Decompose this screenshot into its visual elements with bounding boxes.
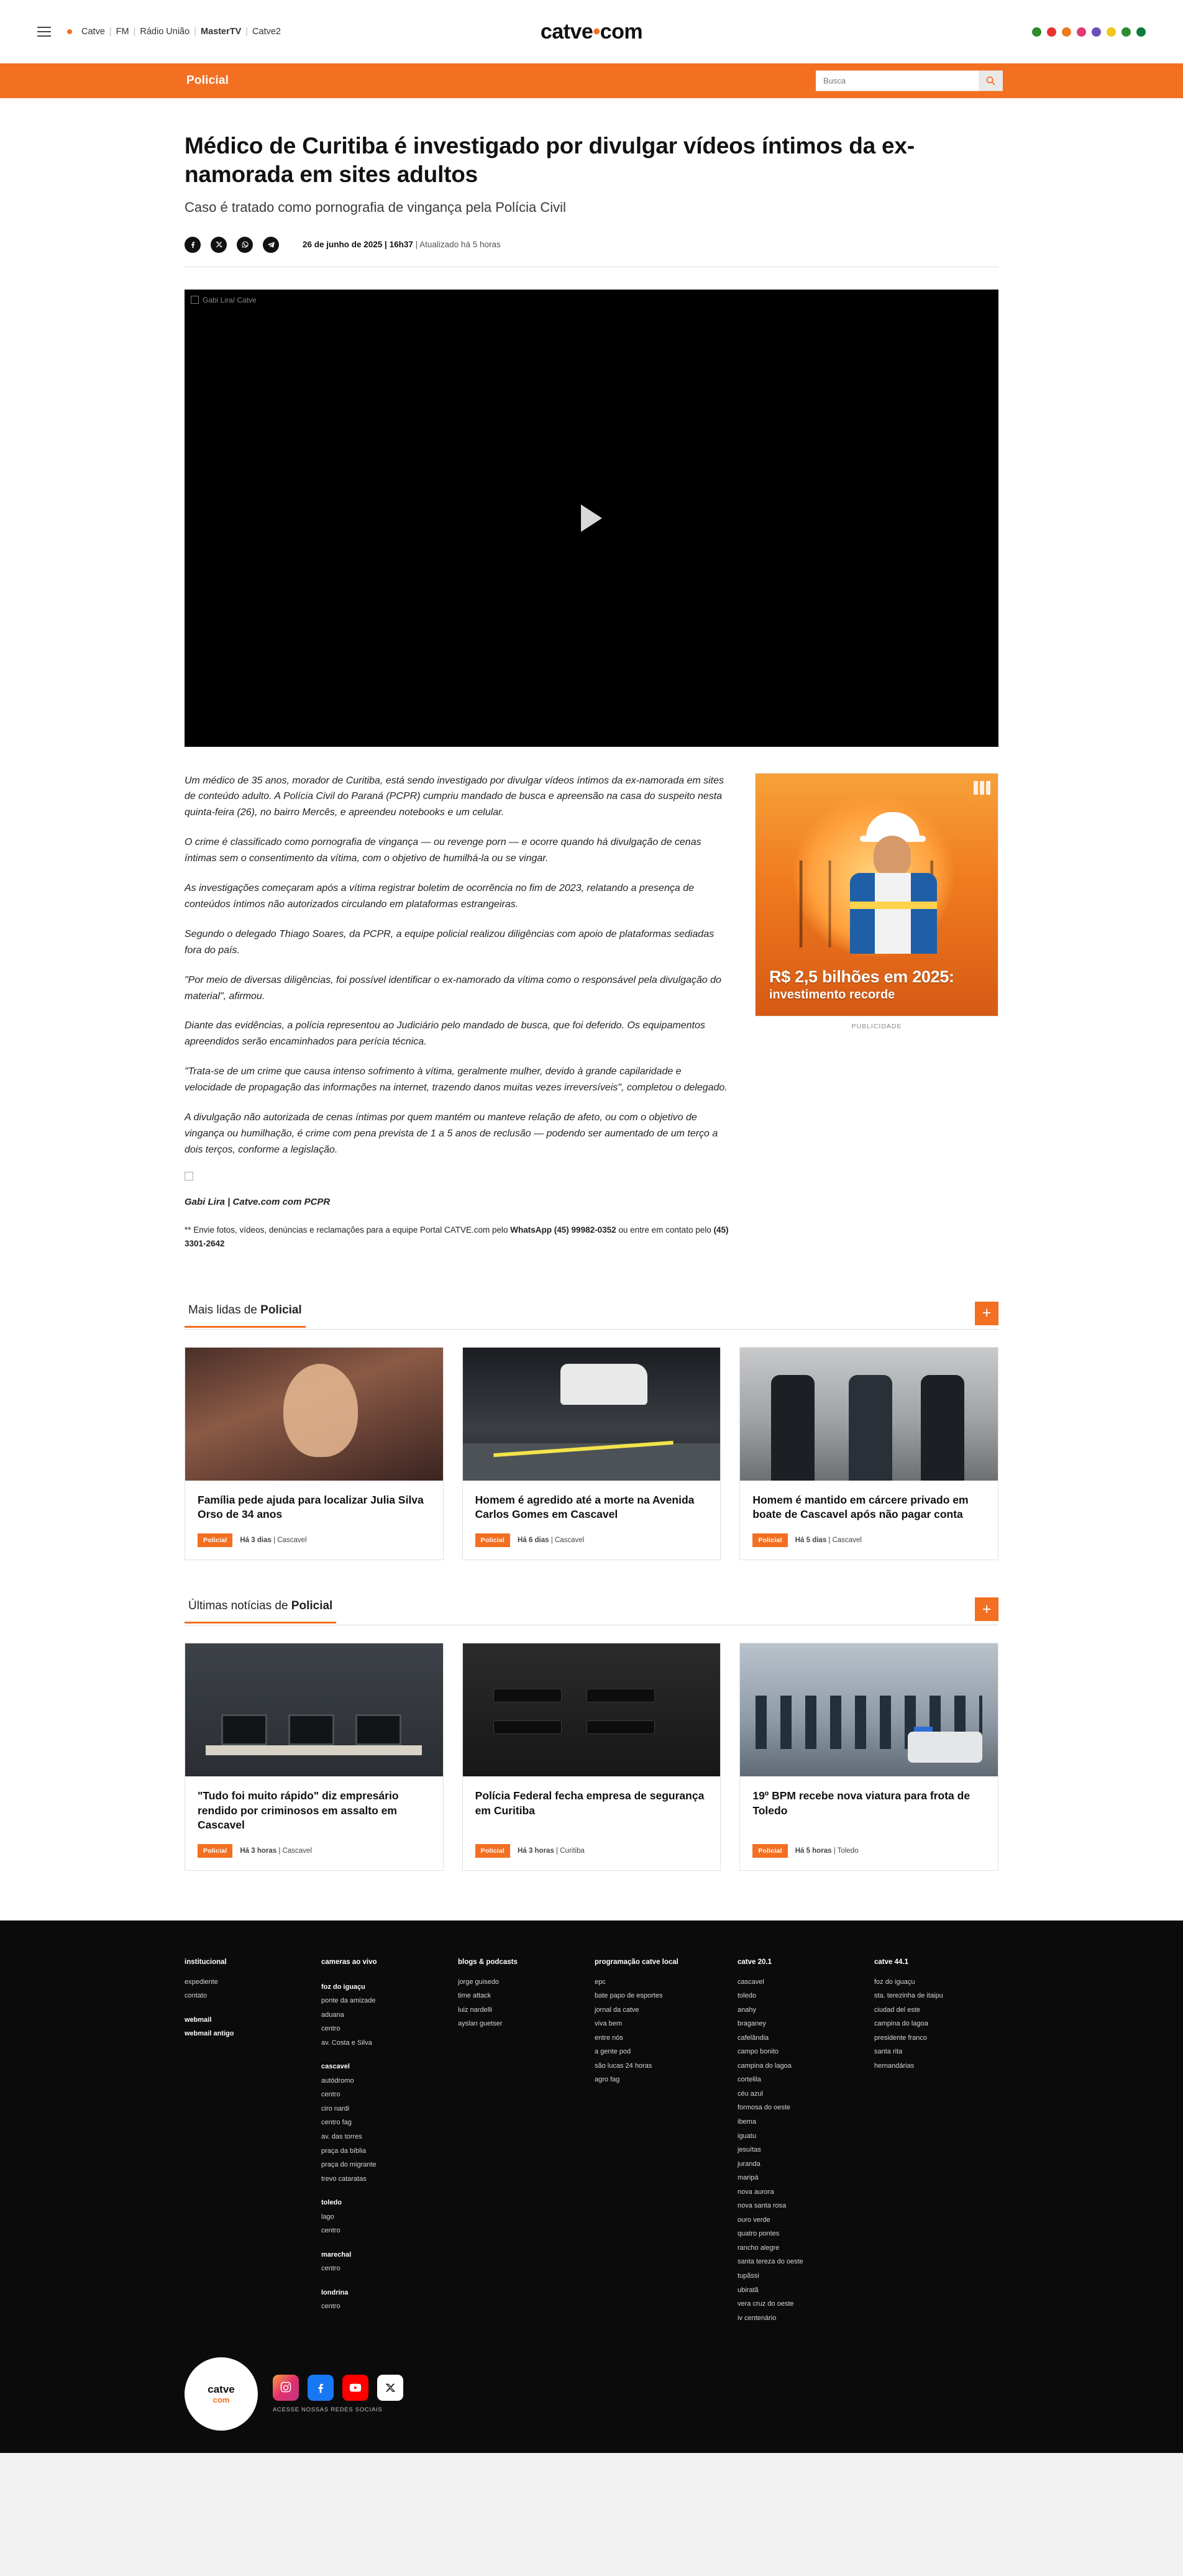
footer-heading: institucional: [185, 1958, 227, 1966]
article-body: [185, 773, 730, 1264]
status-badge[interactable]: Policial: [752, 1533, 787, 1547]
nav-link-radio-uniao[interactable]: Rádio União: [140, 27, 190, 37]
nav-link-mastertv[interactable]: MasterTV: [200, 27, 242, 37]
instagram-icon[interactable]: [273, 2375, 299, 2401]
broken-image-icon: [185, 1172, 193, 1181]
footer-logo-suffix: com: [212, 2395, 230, 2405]
thumb-carcere-privado-boate[interactable]: [740, 1348, 998, 1481]
list-item[interactable]: [739, 1643, 998, 1871]
whatsapp-icon[interactable]: [237, 237, 253, 253]
card-meta: Há 3 horas | Cascavel: [240, 1847, 312, 1855]
nav-link-fm[interactable]: FM: [116, 27, 129, 37]
footer-subheading-cascavel[interactable]: cascavel: [321, 2063, 350, 2071]
ad-corner-bars: [974, 781, 990, 795]
footer-city-link[interactable]: foz do iguaçu: [874, 1978, 915, 1986]
footer-link-a-gente-pod[interactable]: a gente pod: [595, 2048, 631, 2056]
article-paragraph: Segundo o delegado Thiago Soares, da PCPR, a equipe policial realizou diligências com apoio de plataformas sediadas fora do país.: [185, 928, 715, 956]
footer-link-bate-papo-de-esportes[interactable]: bate papo de esportes: [595, 1992, 663, 2000]
footer-city-link[interactable]: nova santa rosa: [738, 2202, 787, 2210]
card-list: [185, 1347, 998, 1560]
footer-link-entre-nos[interactable]: entre nós: [595, 2034, 623, 2042]
ad-label: PUBLICIDADE: [851, 1022, 902, 1030]
social-links: [273, 2375, 403, 2413]
thumb-julia-silva-orso[interactable]: [185, 1348, 443, 1481]
footer-subheading-foz[interactable]: foz do iguaçu: [321, 1983, 365, 1991]
footer-city-link[interactable]: ibema: [738, 2117, 756, 2126]
top-navigation: [67, 27, 285, 37]
footer-city-link[interactable]: juranda: [738, 2160, 760, 2168]
footer-logo[interactable]: [185, 2357, 258, 2431]
search-box: [816, 71, 1003, 91]
video-alt-text-wrap: [191, 296, 257, 304]
site-logo-suffix: com: [600, 19, 643, 43]
article-paragraph: As investigações começaram após a vítima registrar boletim de ocorrência no fim de 2023, relatando a presença de conteúdos íntimos não autorizados circulando em plataformas estrangeiras.: [185, 883, 694, 910]
card-time: Há 3 horas: [518, 1847, 554, 1855]
footer-city-link[interactable]: santa rita: [874, 2048, 903, 2056]
article-updated: Atualizado há 5 horas: [419, 240, 501, 249]
footer-group-marechal: [321, 2248, 458, 2276]
list-item[interactable]: [185, 1347, 444, 1560]
nav-separator: |: [245, 27, 249, 37]
footer-columns: [185, 1955, 998, 2325]
footer-city-link[interactable]: braganey: [738, 2020, 766, 2028]
card-title: Homem é mantido em cárcere privado em boate de Cascavel após não pagar conta: [752, 1493, 969, 1521]
footer-link-lago[interactable]: lago: [321, 2213, 334, 2221]
status-badge[interactable]: Policial: [475, 1844, 510, 1858]
footer-link-jorge-guisedo[interactable]: jorge guisedo: [458, 1978, 500, 1986]
footer-heading: catve 20.1: [738, 1958, 772, 1966]
ad-worker-illustration: [836, 808, 954, 951]
broken-image-icon: [191, 296, 199, 304]
section-ultimas-noticias: [185, 1597, 998, 1871]
card-title: 19º BPM recebe nova viatura para frota de Toledo: [752, 1789, 971, 1817]
section-header: [185, 1597, 998, 1625]
footer-city-link[interactable]: cascavel: [738, 1978, 764, 1986]
note-phone: (45) 3301-2642: [185, 1225, 729, 1248]
footer-city-link[interactable]: céu azul: [738, 2090, 763, 2098]
footer-link-autodromo[interactable]: autódromo: [321, 2076, 354, 2085]
footer-subheading-londrina[interactable]: londrina: [321, 2288, 349, 2296]
card-place: Cascavel: [277, 1537, 307, 1545]
footer-link-ayslan-guetser[interactable]: ayslan guetser: [458, 2020, 503, 2028]
footer-link-ponte-amizade[interactable]: ponte da amizade: [321, 1997, 376, 2005]
play-icon[interactable]: [581, 505, 602, 532]
card-time: Há 5 horas: [795, 1847, 832, 1855]
footer-city-link[interactable]: maripá: [738, 2174, 759, 2182]
search-button[interactable]: [979, 71, 1003, 91]
footer-column-catve-20-1: [738, 1955, 874, 2325]
advertisement-column: [755, 773, 998, 1264]
status-badge[interactable]: Policial: [752, 1844, 787, 1858]
footer-link-expediente[interactable]: expediente: [185, 1978, 218, 1986]
footer-heading: blogs & podcasts: [458, 1958, 518, 1966]
thumb-policia-federal-seguranca[interactable]: [463, 1643, 721, 1776]
card-title: "Tudo foi muito rápido" diz empresário rendido por criminosos em assalto em Cascavel: [198, 1789, 399, 1832]
footer-city-link[interactable]: cortelila: [738, 2076, 761, 2084]
ad-text-block: [756, 967, 998, 1002]
color-dot-darkgreen[interactable]: [1136, 27, 1146, 37]
card-time: Há 3 horas: [240, 1847, 277, 1855]
brand-dot-icon: [67, 29, 72, 34]
footer-city-link[interactable]: formosa do oeste: [738, 2104, 790, 2112]
x-twitter-icon[interactable]: [377, 2375, 403, 2401]
status-badge[interactable]: Policial: [475, 1533, 510, 1547]
article-paragraph: "Por meio de diversas diligências, foi possível identificar o ex-namorado da vítima como o responsável pela divulgação do material", afirmou.: [185, 974, 721, 1002]
section-mais-lidas: [185, 1302, 998, 1560]
footer-link-viva-bem[interactable]: viva bem: [595, 2020, 623, 2028]
video-player[interactable]: [185, 290, 998, 747]
youtube-icon[interactable]: [342, 2375, 368, 2401]
thumb-assalto-empresario[interactable]: [185, 1643, 443, 1776]
section-title-prefix: Mais lidas de: [188, 1303, 261, 1317]
footer-column-blogs: [458, 1955, 595, 2325]
ad-subline: investimento recorde: [769, 987, 895, 1002]
footer-city-link[interactable]: campo bonito: [738, 2048, 779, 2056]
section-header: [185, 1302, 998, 1330]
footer-link-praca-do-migrante[interactable]: praça do migrante: [321, 2161, 377, 2169]
card-meta: Há 3 horas | Curitiba: [518, 1847, 585, 1855]
site-logo-text: catve: [540, 19, 593, 43]
footer-link-sao-lucas-24-horas[interactable]: são lucas 24 horas: [595, 2062, 652, 2070]
nav-link-catve[interactable]: Catve: [81, 27, 105, 37]
footer-city-link[interactable]: ouro verde: [738, 2216, 770, 2224]
article-subheadline: Caso é tratado como pornografia de vingança pela Polícia Civil: [185, 199, 566, 215]
footer-bottom: [185, 2357, 998, 2447]
card-body: [185, 1481, 443, 1522]
footer-link-luiz-nardelli[interactable]: luiz nardelli: [458, 2006, 493, 2014]
top-bar: [0, 0, 1183, 63]
thumb-agressao-avenida-carlos-gomes[interactable]: [463, 1348, 721, 1481]
card-place: Cascavel: [282, 1847, 312, 1855]
card-footer: [185, 1833, 443, 1870]
status-badge[interactable]: Policial: [198, 1533, 232, 1547]
footer-city-link[interactable]: toledo: [738, 1992, 756, 2000]
footer-city-link[interactable]: hernandárias: [874, 2062, 915, 2070]
card-title: Polícia Federal fecha empresa de segurança em Curitiba: [475, 1789, 705, 1817]
card-time: Há 5 dias: [795, 1537, 827, 1545]
footer-group-londrina: [321, 2286, 458, 2314]
footer-link-webmail-antigo[interactable]: webmail antigo: [185, 2030, 234, 2038]
search-input[interactable]: [816, 71, 979, 91]
note-whatsapp: WhatsApp (45) 99982-0352: [510, 1225, 616, 1235]
footer-link-jornal-da-catve[interactable]: jornal da catve: [595, 2006, 639, 2014]
section-expand-button[interactable]: +: [975, 1597, 998, 1621]
social-icons-row: [273, 2375, 403, 2401]
color-dot-yellow[interactable]: [1107, 27, 1116, 37]
nav-separator: |: [109, 27, 112, 37]
section-title: [185, 1599, 336, 1623]
footer-link-agro-fag[interactable]: agro fag: [595, 2076, 620, 2084]
card-body: [463, 1776, 721, 1833]
footer-link-centro-londrina[interactable]: centro: [321, 2303, 340, 2311]
hamburger-icon[interactable]: [37, 27, 51, 37]
footer-city-link[interactable]: ubiratã: [738, 2286, 759, 2294]
facebook-icon[interactable]: [308, 2375, 334, 2401]
article-body-wrap: [185, 773, 998, 1264]
footer-link-ciro-nardi[interactable]: ciro nardi: [321, 2104, 350, 2112]
footer-group-cascavel: [321, 2060, 458, 2186]
video-alt-text: Gabi Lira/ Catve: [203, 295, 257, 304]
footer-city-link[interactable]: rancho alegre: [738, 2244, 780, 2252]
article-paragraph: A divulgação não autorizada de cenas íntimas por quem mantém ou manteve relação de afeto, ou com o objetivo de vingança ou humilhação, é crime com pena prevista de 1 a 5 anos de reclusão — podendo ser aumentado de um terço a dois terços, conforme a legislação.: [185, 1112, 718, 1155]
article-paragraph: "Trata-se de um crime que causa intenso sofrimento à vítima, geralmente mulher, devido à grande capilaridade e velocidade de propagação das informações na internet, trazendo danos muitas vezes irreversíveis", completou o delegado.: [185, 1066, 728, 1094]
footer-link-av-das-torres[interactable]: av. das torres: [321, 2132, 362, 2140]
nav-separator: |: [194, 27, 196, 37]
facebook-icon[interactable]: [185, 237, 201, 253]
footer-link-costa-e-silva[interactable]: av. Costa e Silva: [321, 2039, 372, 2047]
footer-logo-text: catve: [208, 2383, 235, 2396]
color-dot-orange[interactable]: [1062, 27, 1071, 37]
social-caption: ACESSE NOSSAS REDES SOCIAIS: [273, 2406, 383, 2414]
footer-city-link[interactable]: campina do lagoa: [738, 2062, 792, 2070]
footer-city-link[interactable]: iguatu: [738, 2132, 756, 2140]
note-mid: ou entre em contato pelo: [616, 1225, 714, 1235]
section-title-bold: Policial: [260, 1303, 302, 1317]
x-twitter-icon[interactable]: [211, 237, 227, 253]
footer-city-link[interactable]: jesuítas: [738, 2146, 761, 2154]
footer-link-webmail[interactable]: webmail: [185, 2016, 212, 2024]
footer-link-epc[interactable]: epc: [595, 1978, 606, 1986]
article-paragraph: Diante das evidências, a polícia representou ao Judiciário pelo mandado de busca, que foi deferido. Os equipamentos apreendidos serão encaminhados para perícia técnica.: [185, 1020, 705, 1048]
footer-link-contato[interactable]: contato: [185, 1992, 208, 2000]
card-meta: Há 5 dias | Cascavel: [795, 1537, 862, 1545]
article-credit: Gabi Lira | Catve.com com PCPR: [185, 1196, 331, 1207]
card-meta: Há 6 dias | Cascavel: [518, 1537, 585, 1545]
color-dot-pink[interactable]: [1077, 27, 1086, 37]
footer-group-toledo: [321, 2196, 458, 2238]
card-footer: [185, 1522, 443, 1560]
footer-subheading-toledo[interactable]: toledo: [321, 2199, 342, 2207]
footer-city-link[interactable]: anahy: [738, 2006, 756, 2014]
footer-link-centro-cascavel[interactable]: centro: [321, 2091, 340, 2099]
card-body: [740, 1481, 998, 1522]
color-dot-green-2[interactable]: [1121, 27, 1131, 37]
list-item[interactable]: [739, 1347, 998, 1560]
footer-city-link[interactable]: tupãssi: [738, 2272, 759, 2280]
footer-subheading-marechal[interactable]: marechal: [321, 2250, 352, 2259]
card-title: Família pede ajuda para localizar Julia Silva Orso de 34 anos: [198, 1493, 424, 1521]
footer-column-cameras: [321, 1955, 458, 2325]
color-dot-red[interactable]: [1047, 27, 1056, 37]
ad-headline: R$ 2,5 bilhões em 2025:: [769, 967, 954, 986]
share-icons: [185, 237, 279, 253]
article-paragraph: O crime é classificado como pornografia de vingança — ou revenge porn — e ocorre quando há divulgação de cenas íntimas sem o consentimento da vítima, com o objetivo de humilhá-la ou se vingar.: [185, 837, 701, 864]
footer-city-link[interactable]: nova aurora: [738, 2188, 774, 2196]
category-bar: [0, 63, 1183, 98]
list-item[interactable]: [185, 1643, 444, 1871]
section-title-prefix: Últimas notícias de: [188, 1599, 291, 1613]
page-title: Médico de Curitiba é investigado por divulgar vídeos íntimos da ex-namorada em sites adultos: [185, 133, 915, 188]
card-footer: [463, 1522, 721, 1560]
thumb-19bpm-viatura[interactable]: [740, 1643, 998, 1776]
article-date: 26 de junho de 2025 | 16h37: [303, 240, 413, 249]
card-meta: Há 5 horas | Toledo: [795, 1847, 859, 1855]
article-paragraph: Um médico de 35 anos, morador de Curitiba, está sendo investigado por divulgar vídeos íntimos da ex-namorada em sites de conteúdo adulto. A Polícia Civil do Paraná (PCPR) cumpriu mandado de busca e apreensão na casa do suspeito nesta quinta-feira (26), no bairro Mercês, e apreendeu notebooks e um celular.: [185, 775, 724, 818]
footer-city-link[interactable]: vera cruz do oeste: [738, 2300, 794, 2308]
footer-group-webmail: [185, 2013, 321, 2041]
footer-link-centro-fag[interactable]: centro fag: [321, 2119, 352, 2127]
section-title: [185, 1304, 306, 1327]
color-dot-green[interactable]: [1032, 27, 1041, 37]
footer-column-catve-44-1: [874, 1955, 998, 2325]
card-place: Curitiba: [560, 1847, 585, 1855]
footer-city-link[interactable]: presidente franco: [874, 2034, 927, 2042]
footer-city-link[interactable]: campina do lagoa: [874, 2020, 928, 2028]
article-container: [185, 98, 998, 1264]
footer-heading: catve 44.1: [874, 1958, 908, 1966]
card-body: [463, 1481, 721, 1522]
card-time: Há 3 dias: [240, 1537, 272, 1545]
list-item[interactable]: [462, 1347, 721, 1560]
footer-city-link[interactable]: sta. terezinha de itaipu: [874, 1992, 943, 2000]
section-title-bold: Policial: [291, 1599, 333, 1613]
site-logo-dot: •: [593, 19, 600, 43]
footer-heading: cameras ao vivo: [321, 1958, 377, 1966]
footer-column-institucional: [185, 1955, 321, 2325]
card-place: Cascavel: [832, 1537, 862, 1545]
footer-heading: programação catve local: [595, 1958, 678, 1966]
footer-link-centro-marechal[interactable]: centro: [321, 2265, 340, 2273]
article-timestamp: 26 de junho de 2025 | 16h37 | Atualizado há 5 horas: [303, 240, 501, 249]
category-label: Policial: [186, 74, 229, 87]
search-icon: [985, 76, 996, 86]
footer-group-foz: [321, 1980, 458, 2050]
footer-city-link[interactable]: quatro pontes: [738, 2230, 780, 2238]
status-badge[interactable]: Policial: [198, 1844, 232, 1858]
footer-link-centro-foz[interactable]: centro: [321, 2025, 340, 2033]
card-meta: Há 3 dias | Cascavel: [240, 1537, 307, 1545]
note-prefix: ** Envie fotos, vídeos, denúncias e reclamações para a equipe Portal CATVE.com pelo: [185, 1225, 511, 1235]
list-item[interactable]: [462, 1643, 721, 1871]
footer-link-centro-toledo[interactable]: centro: [321, 2227, 340, 2235]
footer-city-link[interactable]: ciudad del este: [874, 2006, 920, 2014]
footer-link-time-attack[interactable]: time attack: [458, 1992, 491, 2000]
card-place: Cascavel: [554, 1537, 585, 1545]
site-footer: [0, 1921, 1183, 2453]
card-title: Homem é agredido até a morte na Avenida Carlos Gomes em Cascavel: [475, 1493, 695, 1521]
site-logo[interactable]: [541, 20, 642, 44]
card-place: Toledo: [837, 1847, 859, 1855]
footer-link-praca-da-biblia[interactable]: praça da bíblia: [321, 2147, 367, 2155]
card-footer: [740, 1833, 998, 1870]
channel-color-dots: [1032, 27, 1146, 37]
card-body: [185, 1776, 443, 1833]
nav-separator: |: [133, 27, 136, 37]
footer-column-programacao: [595, 1955, 738, 2325]
footer-city-link[interactable]: iv centenário: [738, 2314, 777, 2322]
color-dot-purple[interactable]: [1092, 27, 1101, 37]
footer-link-aduana[interactable]: aduana: [321, 2011, 344, 2019]
card-list: [185, 1643, 998, 1871]
telegram-icon[interactable]: [263, 237, 279, 253]
card-time: Há 6 dias: [518, 1537, 549, 1545]
advertisement-banner[interactable]: [755, 773, 998, 1016]
footer-city-link[interactable]: santa tereza do oeste: [738, 2258, 803, 2266]
card-footer: [740, 1522, 998, 1560]
article-meta-row: [185, 237, 998, 267]
section-expand-button[interactable]: +: [975, 1302, 998, 1325]
footer-link-trevo-cataratas[interactable]: trevo cataratas: [321, 2175, 367, 2183]
card-footer: [463, 1833, 721, 1870]
card-body: [740, 1776, 998, 1833]
nav-link-catve2[interactable]: Catve2: [252, 27, 281, 37]
footer-city-link[interactable]: cafelândia: [738, 2034, 769, 2042]
article-contact-note: [185, 1223, 730, 1251]
